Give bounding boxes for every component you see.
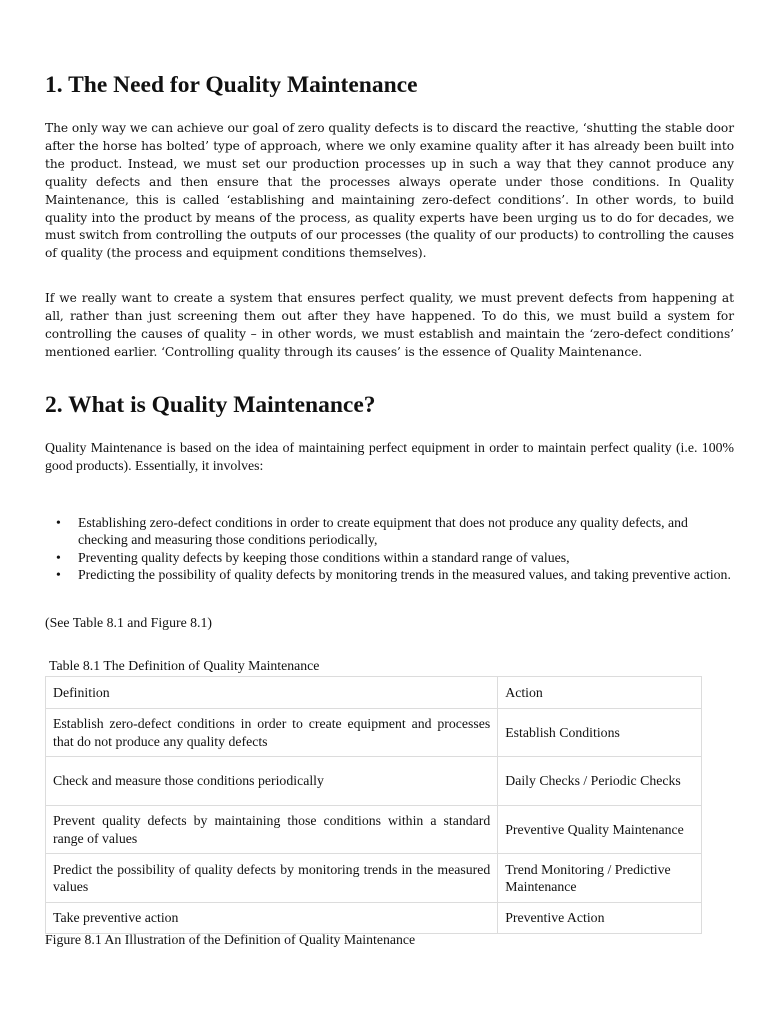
- section-heading-need: 1. The Need for Quality Maintenance: [45, 72, 418, 98]
- see-also-note: (See Table 8.1 and Figure 8.1): [45, 615, 212, 630]
- table-row: [46, 806, 702, 854]
- paragraph-need-2: If we really want to create a system that ensures perfect quality, we must prevent defects from happening at all, rather than just screening them out after they have happened. To do this, we must build a system for controlling the causes of quality – in other words, we must establish and maintain the ‘zero-defect conditions’ mentioned earlier. ‘Controlling quality through its causes’ is the essence of Quality Maintenance.: [45, 291, 734, 359]
- figure-caption: Figure 8.1 An Illustration of the Definition of Quality Maintenance: [45, 932, 416, 947]
- section-heading-what-is: 2. What is Quality Maintenance?: [45, 392, 376, 418]
- table-row: [46, 709, 702, 757]
- table-cell-action: Preventive Action: [498, 903, 702, 934]
- table-cell-definition: Take preventive action: [46, 903, 498, 934]
- table-cell-definition: Prevent quality defects by maintaining those conditions within a standard range of values: [46, 806, 498, 854]
- table-caption: Table 8.1 The Definition of Quality Maintenance: [49, 658, 320, 673]
- table-cell-action: Establish Conditions: [498, 709, 702, 757]
- table-cell-action: Daily Checks / Periodic Checks: [498, 757, 702, 806]
- table-cell-action: Preventive Quality Maintenance: [498, 806, 702, 854]
- table-row: [46, 903, 702, 934]
- definition-table: [45, 676, 702, 934]
- table-row: [46, 854, 702, 903]
- table-row: [46, 757, 702, 806]
- table-cell-definition: Check and measure those conditions periodically: [46, 757, 498, 806]
- table-header-action: Action: [498, 677, 702, 709]
- list-item: • Establishing zero-defect conditions in order to create equipment that does not produce any quality defects, and checking and measuring those conditions periodically,: [78, 514, 735, 549]
- bullet-list: [45, 514, 735, 584]
- paragraph-need-1: The only way we can achieve our goal of zero quality defects is to discard the reactive, ‘shutting the stable door after the horse has bolted’ type of approach, where we only examine quality after it has already been built into the product. Instead, we must set our production processes up in such a way that they cannot produce any quality defects and then ensure that the processes always operate under those conditions. In Quality Maintenance, this is called ‘establishing and maintaining zero-defect conditions’. In other words, to build quality into the product by means of the process, as quality experts have been urging us to do for decades, we must switch from controlling the outputs of our processes (the quality of our products) to controlling the causes of quality (the process and equipment conditions themselves).: [45, 121, 734, 261]
- table-header-definition: Definition: [46, 677, 498, 709]
- table-cell-definition: Predict the possibility of quality defects by monitoring trends in the measured values: [46, 854, 498, 903]
- list-item: • Preventing quality defects by keeping those conditions within a standard range of values,: [78, 549, 735, 566]
- table-cell-action: Trend Monitoring / Predictive Maintenance: [498, 854, 702, 903]
- table-header-row: [46, 677, 702, 709]
- paragraph-what-is-intro: Quality Maintenance is based on the idea of maintaining perfect equipment in order to maintain perfect quality (i.e. 100% good products). Essentially, it involves:: [45, 440, 734, 473]
- list-item: • Predicting the possibility of quality defects by monitoring trends in the measured values, and taking preventive action.: [78, 566, 735, 583]
- table-cell-definition: Establish zero-defect conditions in order to create equipment and processes that do not produce any quality defects: [46, 709, 498, 757]
